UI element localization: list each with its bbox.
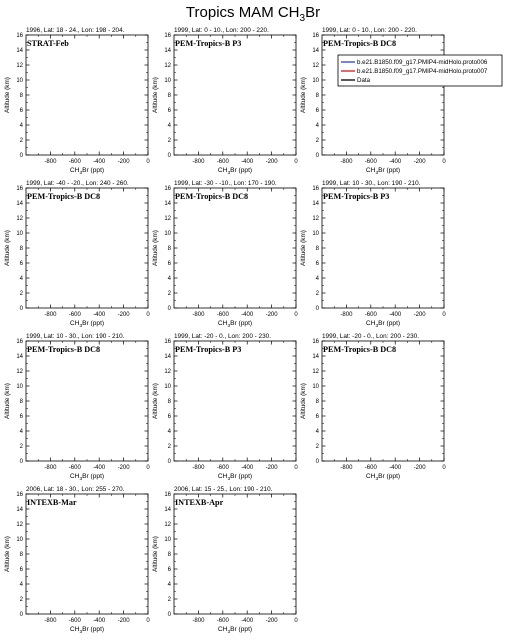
- y-tick-label: 8: [19, 246, 23, 253]
- x-axis-label-main: CH: [365, 320, 376, 327]
- legend-label-2: b.e21.B1850.f09_g17.PMIP4-midHolo.proto007: [357, 68, 488, 76]
- x-axis-label: [218, 473, 252, 482]
- x-tick-label: -200: [117, 618, 130, 624]
- x-axis-label-subscript: 3: [375, 323, 379, 329]
- x-tick-label: -200: [117, 159, 130, 165]
- x-tick-label: 0: [294, 159, 298, 165]
- x-tick-label: -600: [68, 465, 81, 471]
- y-tick-label: 16: [164, 33, 171, 40]
- x-axis-label-tail: Br (ppt): [230, 320, 253, 327]
- x-axis-label-subscript: 3: [79, 170, 83, 176]
- x-tick-label: -400: [389, 312, 402, 318]
- plot-frame: [26, 494, 148, 614]
- x-axis-label: [218, 320, 252, 329]
- x-tick-label: -400: [241, 159, 254, 165]
- x-tick-label: -600: [68, 618, 81, 624]
- plot-frame: [26, 341, 148, 461]
- panel-header: 1999, Lat: -20 - 0., Lon: 200 - 230.: [174, 333, 271, 340]
- y-tick-label: 10: [16, 78, 23, 85]
- x-axis-label-tail: Br (ppt): [230, 626, 253, 633]
- y-tick-label: 10: [312, 78, 319, 85]
- y-axis-label: Altitude (km): [152, 230, 159, 266]
- x-tick-label: 0: [146, 618, 150, 624]
- y-tick-label: 8: [19, 93, 23, 100]
- panel-header: 1999, Lat: -20 - 0., Lon: 200 - 230.: [322, 333, 419, 340]
- campaign-label: STRAT-Feb: [27, 39, 69, 48]
- x-axis-label: [218, 626, 252, 635]
- x-axis-label: [218, 167, 252, 176]
- y-axis-label: Altitude (km): [300, 383, 307, 419]
- y-tick-label: 2: [19, 138, 23, 145]
- y-tick-label: 4: [167, 276, 171, 283]
- y-tick-label: 6: [19, 261, 23, 268]
- y-axis-label: Altitude (km): [4, 77, 11, 113]
- x-axis-label: [366, 473, 400, 482]
- y-tick-label: 12: [164, 522, 171, 529]
- y-tick-label: 10: [164, 384, 171, 391]
- plot-frame: [174, 494, 296, 614]
- y-tick-label: 12: [312, 216, 319, 223]
- campaign-label: PEM-Tropics-B P3: [175, 345, 242, 354]
- y-tick-label: 16: [164, 186, 171, 193]
- y-tick-label: 2: [19, 597, 23, 604]
- y-tick-label: 16: [164, 492, 171, 499]
- x-tick-label: -600: [364, 465, 377, 471]
- y-tick-label: 8: [167, 399, 171, 406]
- legend: [338, 55, 502, 86]
- x-tick-label: -200: [413, 312, 426, 318]
- y-tick-label: 10: [164, 78, 171, 85]
- x-axis-label-subscript: 3: [227, 476, 231, 482]
- x-tick-label: 0: [294, 312, 298, 318]
- y-tick-label: 14: [312, 201, 319, 208]
- x-tick-label: 0: [146, 159, 150, 165]
- x-tick-label: -400: [241, 312, 254, 318]
- y-tick-label: 6: [167, 108, 171, 115]
- x-tick-label: -400: [241, 465, 254, 471]
- y-tick-label: 8: [315, 93, 319, 100]
- y-tick-label: 10: [312, 231, 319, 238]
- y-tick-label: 4: [167, 123, 171, 130]
- y-tick-label: 10: [16, 384, 23, 391]
- y-tick-label: 0: [19, 612, 23, 619]
- panel-2: [152, 27, 298, 176]
- y-tick-label: 2: [167, 291, 171, 298]
- y-tick-label: 2: [315, 444, 319, 451]
- panel-9: [300, 333, 446, 482]
- y-tick-label: 6: [167, 261, 171, 268]
- y-tick-label: 12: [16, 522, 23, 529]
- y-tick-label: 6: [315, 414, 319, 421]
- x-axis-label-tail: Br (ppt): [378, 320, 401, 327]
- y-tick-label: 0: [315, 306, 319, 313]
- x-tick-label: -200: [117, 312, 130, 318]
- x-tick-label: -400: [241, 618, 254, 624]
- x-axis-label-tail: Br (ppt): [82, 320, 105, 327]
- y-tick-label: 2: [167, 597, 171, 604]
- x-axis-label-subscript: 3: [375, 476, 379, 482]
- x-tick-label: 0: [294, 465, 298, 471]
- y-tick-label: 14: [164, 201, 171, 208]
- y-tick-label: 6: [167, 567, 171, 574]
- y-tick-label: 0: [315, 459, 319, 466]
- campaign-label: PEM-Tropics-B DC8: [175, 192, 249, 201]
- panel-11: [152, 486, 298, 635]
- legend-label-3: Data: [357, 77, 371, 85]
- y-tick-label: 4: [167, 582, 171, 589]
- x-axis-label: [70, 167, 104, 176]
- x-axis-label: [70, 320, 104, 329]
- y-tick-label: 14: [164, 354, 171, 361]
- x-tick-label: 0: [294, 618, 298, 624]
- figure-title-tail: Br: [305, 4, 321, 21]
- y-tick-label: 14: [164, 48, 171, 55]
- y-tick-label: 4: [19, 123, 23, 130]
- x-tick-label: -400: [93, 465, 106, 471]
- y-tick-label: 8: [315, 246, 319, 253]
- campaign-label: INTEXB-Apr: [175, 498, 224, 507]
- panel-header: 1999, Lat: 10 - 30., Lon: 190 - 210.: [26, 333, 125, 340]
- x-tick-label: -200: [265, 159, 278, 165]
- x-tick-label: -400: [93, 312, 106, 318]
- y-tick-label: 10: [16, 231, 23, 238]
- y-tick-label: 12: [164, 216, 171, 223]
- y-tick-label: 14: [16, 201, 23, 208]
- y-tick-label: 8: [19, 399, 23, 406]
- x-tick-label: -800: [192, 618, 205, 624]
- y-tick-label: 2: [167, 444, 171, 451]
- y-axis-label: Altitude (km): [152, 383, 159, 419]
- x-axis-label-main: CH: [365, 473, 376, 480]
- x-axis-label-tail: Br (ppt): [82, 167, 105, 174]
- y-tick-label: 8: [167, 93, 171, 100]
- x-axis-label: [366, 320, 400, 329]
- y-tick-label: 6: [315, 108, 319, 115]
- x-axis-label-main: CH: [69, 626, 80, 633]
- y-tick-label: 10: [164, 537, 171, 544]
- x-axis-label: [70, 473, 104, 482]
- y-tick-label: 0: [19, 153, 23, 160]
- panel-7: [4, 333, 150, 482]
- panels-group: [4, 27, 446, 635]
- x-tick-label: -600: [216, 159, 229, 165]
- panel-header: 1999, Lat: 0 - 10., Lon: 200 - 220.: [322, 27, 417, 34]
- x-tick-label: -200: [117, 465, 130, 471]
- x-axis-label-main: CH: [217, 626, 228, 633]
- x-tick-label: -600: [364, 312, 377, 318]
- y-tick-label: 16: [16, 492, 23, 499]
- y-tick-label: 14: [16, 507, 23, 514]
- y-tick-label: 14: [16, 354, 23, 361]
- y-tick-label: 8: [167, 552, 171, 559]
- y-tick-label: 4: [19, 276, 23, 283]
- plot-frame: [174, 188, 296, 308]
- panel-header: 1999, Lat: -40 - -20., Lon: 240 - 260.: [26, 180, 129, 187]
- x-tick-label: -200: [413, 159, 426, 165]
- x-tick-label: -600: [68, 159, 81, 165]
- plot-frame: [322, 35, 444, 155]
- y-tick-label: 2: [315, 138, 319, 145]
- x-axis-label-main: CH: [69, 473, 80, 480]
- x-tick-label: -600: [364, 159, 377, 165]
- x-axis-label-main: CH: [69, 320, 80, 327]
- panel-header: 1996, Lat: 18 - 24., Lon: 198 - 204.: [26, 27, 125, 34]
- x-tick-label: 0: [442, 312, 446, 318]
- y-tick-label: 12: [164, 369, 171, 376]
- x-axis-label-tail: Br (ppt): [82, 626, 105, 633]
- y-tick-label: 10: [164, 231, 171, 238]
- panel-8: [152, 333, 298, 482]
- y-tick-label: 2: [315, 291, 319, 298]
- campaign-label: PEM-Tropics-B DC8: [27, 192, 101, 201]
- x-tick-label: -800: [44, 312, 57, 318]
- y-axis-label: Altitude (km): [300, 230, 307, 266]
- y-tick-label: 12: [16, 63, 23, 70]
- x-axis-label-main: CH: [217, 473, 228, 480]
- x-axis-label-main: CH: [217, 167, 228, 174]
- y-axis-label: Altitude (km): [4, 536, 11, 572]
- x-axis-label: [70, 626, 104, 635]
- panel-6: [300, 180, 446, 329]
- x-axis-label-main: CH: [69, 167, 80, 174]
- x-axis-label-subscript: 3: [227, 323, 231, 329]
- y-tick-label: 4: [19, 582, 23, 589]
- x-axis-label-tail: Br (ppt): [378, 167, 401, 174]
- x-tick-label: -800: [340, 312, 353, 318]
- y-tick-label: 0: [167, 153, 171, 160]
- y-tick-label: 14: [16, 48, 23, 55]
- x-tick-label: 0: [442, 159, 446, 165]
- x-axis-label-tail: Br (ppt): [82, 473, 105, 480]
- y-tick-label: 16: [312, 33, 319, 40]
- x-axis-label-subscript: 3: [79, 323, 83, 329]
- x-tick-label: -800: [192, 159, 205, 165]
- campaign-label: PEM-Tropics-B P3: [175, 39, 242, 48]
- panel-5: [152, 180, 298, 329]
- campaign-label: PEM-Tropics-B DC8: [323, 39, 397, 48]
- x-tick-label: -200: [265, 312, 278, 318]
- y-tick-label: 14: [312, 48, 319, 55]
- y-tick-label: 16: [16, 186, 23, 193]
- panel-header: 1999, Lat: 10 - 30., Lon: 190 - 210.: [322, 180, 421, 187]
- y-tick-label: 0: [315, 153, 319, 160]
- y-tick-label: 0: [167, 612, 171, 619]
- x-tick-label: -800: [192, 312, 205, 318]
- x-tick-label: -800: [340, 465, 353, 471]
- x-axis-label-subscript: 3: [375, 170, 379, 176]
- x-tick-label: 0: [146, 465, 150, 471]
- y-axis-label: Altitude (km): [4, 230, 11, 266]
- y-tick-label: 4: [167, 429, 171, 436]
- campaign-label: PEM-Tropics-B P3: [323, 192, 390, 201]
- y-tick-label: 12: [164, 63, 171, 70]
- x-tick-label: -400: [389, 159, 402, 165]
- campaign-label: PEM-Tropics-B DC8: [27, 345, 101, 354]
- plot-frame: [174, 35, 296, 155]
- x-tick-label: -400: [93, 159, 106, 165]
- x-tick-label: -200: [265, 618, 278, 624]
- panel-header: 2006, Lat: 18 - 30., Lon: 255 - 270.: [26, 486, 125, 493]
- x-tick-label: -600: [216, 618, 229, 624]
- figure-title-subscript: 3: [299, 13, 306, 24]
- y-tick-label: 14: [164, 507, 171, 514]
- figure-title: [186, 4, 320, 24]
- y-tick-label: 6: [315, 261, 319, 268]
- x-axis-label-tail: Br (ppt): [378, 473, 401, 480]
- x-tick-label: -400: [93, 618, 106, 624]
- y-tick-label: 0: [19, 459, 23, 466]
- x-tick-label: -400: [389, 465, 402, 471]
- y-tick-label: 12: [16, 216, 23, 223]
- y-tick-label: 16: [312, 339, 319, 346]
- x-axis-label-tail: Br (ppt): [230, 167, 253, 174]
- y-tick-label: 16: [164, 339, 171, 346]
- x-tick-label: -800: [340, 159, 353, 165]
- y-tick-label: 16: [312, 186, 319, 193]
- x-tick-label: -800: [192, 465, 205, 471]
- plot-frame: [322, 188, 444, 308]
- x-axis-label-tail: Br (ppt): [230, 473, 253, 480]
- campaign-label: PEM-Tropics-B DC8: [323, 345, 397, 354]
- plot-frame: [322, 341, 444, 461]
- x-tick-label: -200: [265, 465, 278, 471]
- y-tick-label: 0: [167, 306, 171, 313]
- y-axis-label: Altitude (km): [152, 536, 159, 572]
- y-axis-label: Altitude (km): [152, 77, 159, 113]
- legend-label-1: b.e21.B1850.f09_g17.PMIP4-midHolo.proto006: [357, 59, 488, 67]
- y-tick-label: 8: [19, 552, 23, 559]
- plot-frame: [26, 35, 148, 155]
- x-tick-label: -800: [44, 159, 57, 165]
- y-tick-label: 2: [19, 291, 23, 298]
- y-tick-label: 6: [19, 567, 23, 574]
- y-axis-label: Altitude (km): [300, 77, 307, 113]
- y-tick-label: 16: [16, 33, 23, 40]
- y-tick-label: 14: [312, 354, 319, 361]
- y-tick-label: 12: [312, 369, 319, 376]
- x-tick-label: -600: [216, 312, 229, 318]
- x-axis-label-main: CH: [365, 167, 376, 174]
- panel-header: 1999, Lat: 0 - 10., Lon: 200 - 220.: [174, 27, 269, 34]
- y-tick-label: 6: [19, 414, 23, 421]
- x-tick-label: -800: [44, 618, 57, 624]
- x-axis-label-subscript: 3: [227, 170, 231, 176]
- x-axis-label: [366, 167, 400, 176]
- y-tick-label: 16: [16, 339, 23, 346]
- y-tick-label: 4: [315, 429, 319, 436]
- x-tick-label: 0: [442, 465, 446, 471]
- figure-title-main: Tropics MAM CH: [185, 4, 300, 21]
- y-tick-label: 4: [315, 276, 319, 283]
- panel-4: [4, 180, 150, 329]
- y-tick-label: 12: [16, 369, 23, 376]
- x-tick-label: -800: [44, 465, 57, 471]
- x-tick-label: 0: [146, 312, 150, 318]
- panel-10: [4, 486, 150, 635]
- y-tick-label: 10: [16, 537, 23, 544]
- y-tick-label: 4: [19, 429, 23, 436]
- x-tick-label: -600: [216, 465, 229, 471]
- y-tick-label: 12: [312, 63, 319, 70]
- panel-header: 2006, Lat: 15 - 25., Lon: 190 - 210.: [174, 486, 273, 493]
- panel-1: [4, 27, 150, 176]
- y-axis-label: Altitude (km): [4, 383, 11, 419]
- x-axis-label-main: CH: [217, 320, 228, 327]
- y-tick-label: 0: [167, 459, 171, 466]
- y-tick-label: 6: [167, 414, 171, 421]
- x-axis-label-subscript: 3: [227, 629, 231, 635]
- y-tick-label: 10: [312, 384, 319, 391]
- y-tick-label: 2: [167, 138, 171, 145]
- y-tick-label: 0: [19, 306, 23, 313]
- y-tick-label: 4: [315, 123, 319, 130]
- y-tick-label: 2: [19, 444, 23, 451]
- x-axis-label-subscript: 3: [79, 476, 83, 482]
- x-tick-label: -600: [68, 312, 81, 318]
- y-tick-label: 6: [19, 108, 23, 115]
- plot-frame: [174, 341, 296, 461]
- x-axis-label-subscript: 3: [79, 629, 83, 635]
- x-tick-label: -200: [413, 465, 426, 471]
- panel-header: 1999, Lat: -30 - -10., Lon: 170 - 190.: [174, 180, 277, 187]
- y-tick-label: 8: [167, 246, 171, 253]
- panel-3: [300, 27, 446, 176]
- plot-frame: [26, 188, 148, 308]
- y-tick-label: 8: [315, 399, 319, 406]
- campaign-label: INTEXB-Mar: [27, 498, 77, 507]
